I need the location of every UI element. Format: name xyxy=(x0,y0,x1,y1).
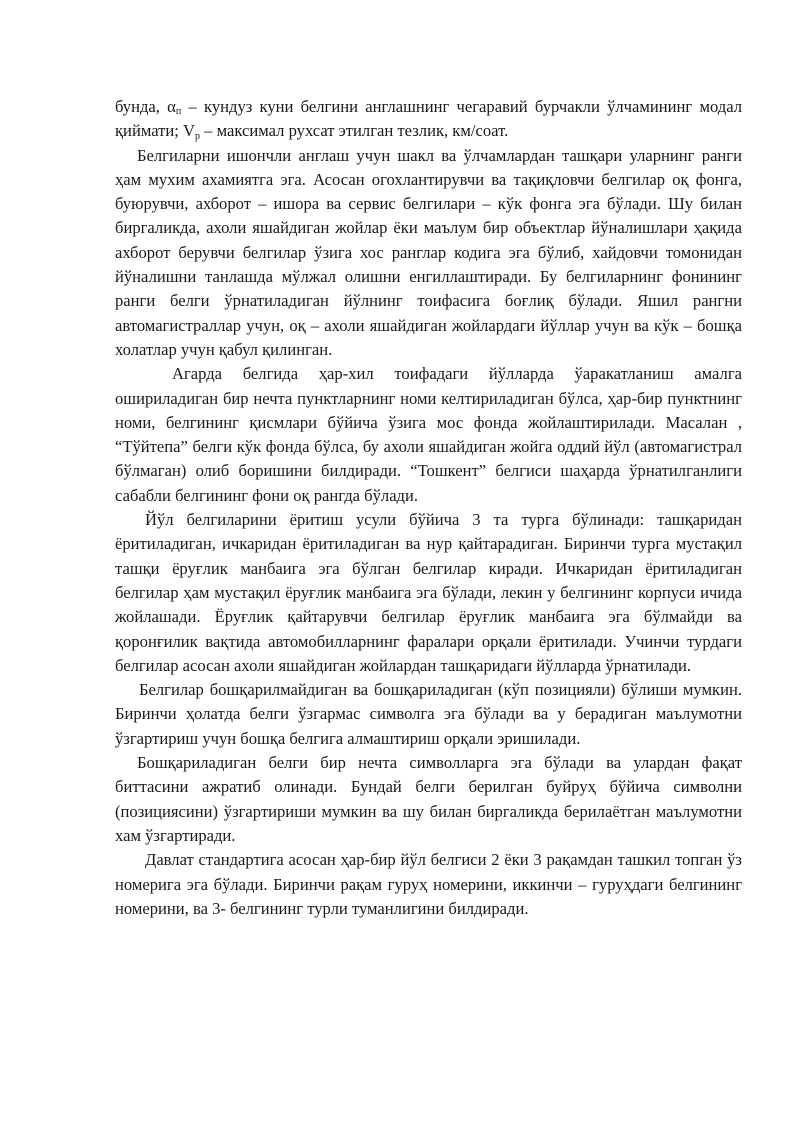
paragraph-controlled-sign-symbols: Бошқариладиган белги бир нечта символларга эга бўлади ва улардан фақат биттасини ажратиб олинади. Бундай белги берилган буйруҳ бўйича символни (позициясини) ўзгартириши мумкин ва шу билан биргаликда берилаётган маълумотни хам ўзгартиради. xyxy=(115,753,742,845)
formula-note-mid: – кундуз куни белгини англашнинг чегаравий бурчакли ўлчамининг модал қиймати; V xyxy=(115,97,742,141)
formula-note-pre: бунда, α xyxy=(115,97,176,116)
paragraph-illumination: Йўл белгиларини ёритиш усули бўйича 3 та турга бўлинади: ташқаридан ёритиладиган, ичкаридан ёритиладиган ва нур қайтарадиган. Биринчи турга мустақил ташқи ёруғлик манбаига эга бўлган белгилар киради. Ичкаридан ёритиладиган белгилар ҳам мустақил ёруғлик манбаига эга бўлади, лекин у белгининг корпуси ичида жойлашади. Ёруғлик қайтарувчи белгилар ёруғлик манбаига эга бўлмайди ва қоронғилик вақтида автомобилларнинг фаралари орқали ёритилади. Учинчи турдаги белгилар асосан ахоли яшайдиган жойлардан ташқаридаги йўлларда ўрнатилади. xyxy=(115,510,742,675)
paragraph-multiple-points: Агарда белгида ҳар-хил тоифадаги йўлларда ўаракатланиш амалга ошириладиган бир нечта пунктларнинг номи келтириладиган бўлса, ҳар-бир пунктнинг номи, белгининг қисмлари бўйича ўзига мос фонда жойлаштирилади. Масалан , “Тўйтепа” белги кўк фонда бўлса, бу ахоли яшайдиган жойга оддий йўл (автомагистрал бўлмаган) олиб боришини билдиради. “Тошкент” белгиси шаҳарда ўрнатилганлиги сабабли белгининг фони оқ рангда бўлади. xyxy=(115,364,742,505)
paragraph-sign-colors: Белгиларни ишончли англаш учун шакл ва ўлчамлардан ташқари уларнинг ранги ҳам мухим ахамиятга эга. Асосан огохлантирувчи ва тақиқловчи белгилар оқ фонга, буюрувчи, ахборот – ишора ва сервис белгилари – кўк фонга эга бўлади. Шу билан биргаликда, ахоли яшайдиган жойлар ёки маълум бир объектлар йўналишлари ҳақида ахборот берувчи белгилар ўзига хос ранглар кодига эга бўлиб, хайдовчи томонидан йўналишни танлашда мўлжал олишни енгиллаштиради. Бу белгиларнинг фонининг ранги белги ўрнатиладиган йўлнинг тоифасига боғлиқ бўлади. Яшил рангни автомагистраллар учун, оқ – ахоли яшайдиган жойлардаги йўллар учун ва кўк – бошқа холатлар учун қабул қилинган. xyxy=(115,145,742,359)
formula-note-post: – максимал рухсат этилган тезлик, км/соат. xyxy=(200,121,509,141)
paragraph-formula-note xyxy=(115,95,742,144)
document-page xyxy=(115,95,742,921)
alpha-subscript: п xyxy=(175,106,182,118)
paragraph-controlled-signs: Белгилар бошқарилмайдиган ва бошқариладиган (кўп позицияли) бўлиши мумкин. Биринчи ҳолатда белги ўзгармас символга эга бўлади ва у берадиган маълумотни ўзгартириш учун бошқа белгига алмаштириш орқали эришилади. xyxy=(115,680,742,748)
paragraph-state-standard: Давлат стандартига асосан ҳар-бир йўл белгиси 2 ёки 3 рақамдан ташкил топган ўз номерига эга бўлади. Биринчи рақам гуруҳ номерини, иккинчи – гуруҳдаги белгининг номерини, ва 3- белгининг турли туманлигини билдиради. xyxy=(115,850,742,918)
v-subscript: р xyxy=(195,130,201,142)
